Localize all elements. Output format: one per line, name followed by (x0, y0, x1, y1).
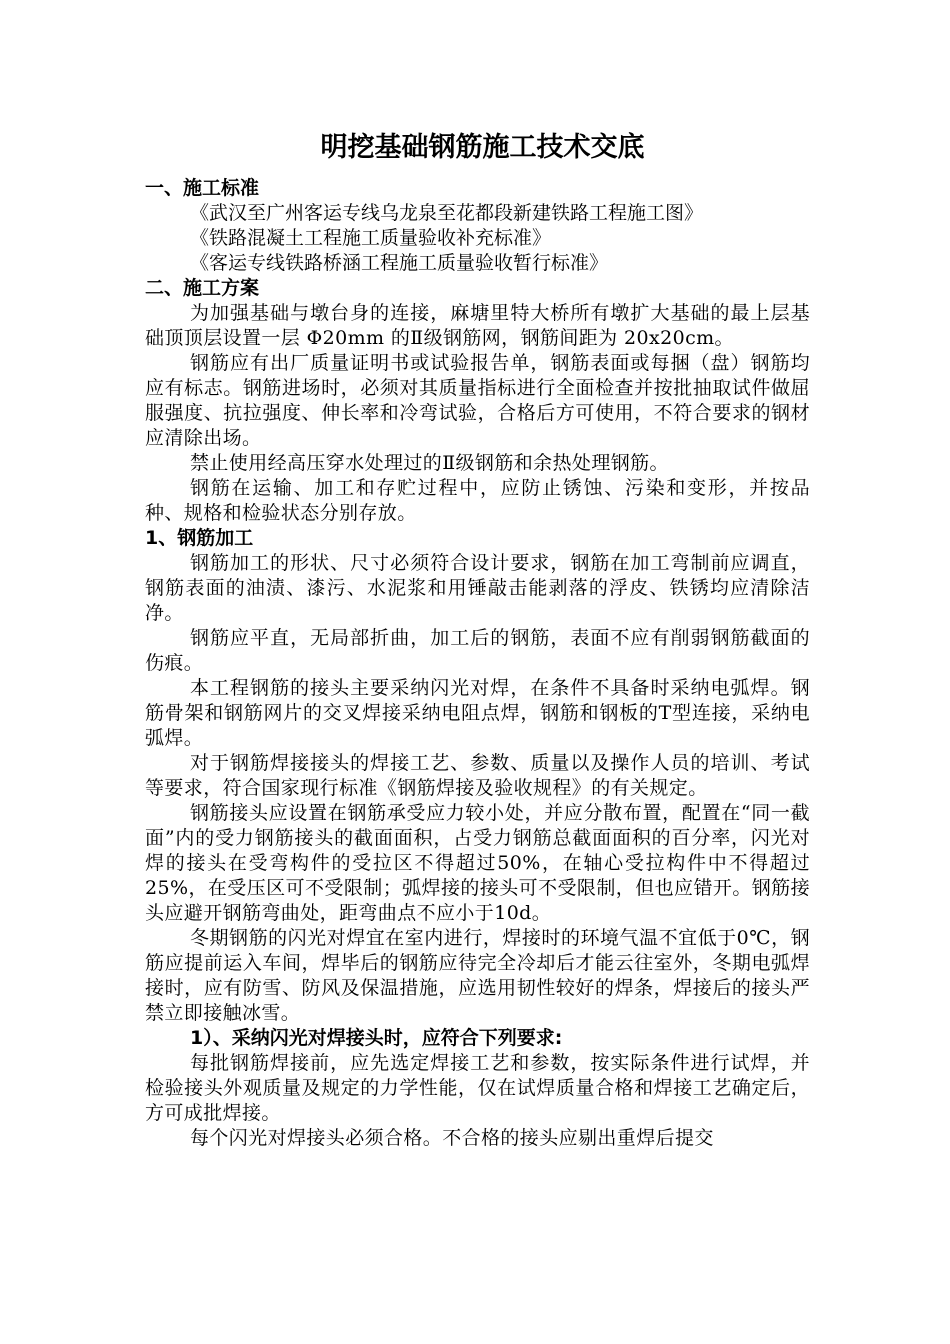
subsection-heading-flash-welding: 1）、采纳闪光对焊接头时，应符合下列要求: (190, 1027, 563, 1049)
paragraph: 为加强基础与墩台身的连接，麻塘里特大桥所有墩扩大基础的最上层基础顶顶层设置一层 Φ20mm 的Ⅱ级钢筋网，钢筋间距为 20x20cm。 (145, 302, 810, 349)
paragraph: 本工程钢筋的接头主要采纳闪光对焊，在条件不具备时采纳电弧焊。钢筋骨架和钢筋网片的交叉焊接采纳电阻点焊，钢筋和钢板的T型连接，采纳电弧焊。 (145, 677, 810, 749)
document-page (145, 128, 810, 1151)
paragraph: 对于钢筋焊接接头的焊接工艺、参数、质量以及操作人员的培训、考试等要求，符合国家现行标准《钢筋焊接及验收规程》的有关规定。 (145, 752, 810, 799)
standard-item: 《客运专线铁路桥涵工程施工质量验收暂行标准》 (190, 252, 609, 274)
paragraph: 冬期钢筋的闪光对焊宜在室内进行，焊接时的环境气温不宜低于0℃，钢筋应提前运入车间，焊毕后的钢筋应待完全冷却后才能云往室外，冬期电弧焊接时，应有防雪、防风及保温措施，应选用韧性较好的焊条，焊接后的接头严禁立即接触冰雪。 (145, 927, 810, 1024)
standard-item: 《武汉至广州客运专线乌龙泉至花都段新建铁路工程施工图》 (190, 202, 704, 224)
paragraph: 每个闪光对焊接头必须合格。不合格的接头应剔出重焊后提交 (190, 1127, 714, 1149)
paragraph: 钢筋接头应设置在钢筋承受应力较小处，并应分散布置，配置在“同一截面”内的受力钢筋接头的截面面积，占受力钢筋总截面面积的百分率，闪光对焊的接头在受弯构件的受拉区不得超过50%，在轴心受拉构件中不得超过25%，在受压区可不受限制；弧焊接的接头可不受限制，但也应错开。钢筋接头应避开钢筋弯曲处，距弯曲点不应小于10d。 (145, 802, 810, 924)
paragraph: 钢筋加工的形状、尺寸必须符合设计要求，钢筋在加工弯制前应调直，钢筋表面的油渍、漆污、水泥浆和用锤敲击能剥落的浮皮、铁锈均应清除洁净。 (145, 552, 810, 624)
paragraph: 钢筋在运输、加工和存贮过程中，应防止锈蚀、污染和变形，并按品种、规格和检验状态分别存放。 (145, 477, 810, 524)
section-heading-standards: 一、施工标准 (145, 177, 260, 199)
paragraph: 每批钢筋焊接前，应先选定焊接工艺和参数，按实际条件进行试焊，并检验接头外观质量及规定的力学性能，仅在试焊质量合格和焊接工艺确定后，方可成批焊接。 (145, 1052, 810, 1124)
paragraph: 钢筋应平直，无局部折曲，加工后的钢筋，表面不应有削弱钢筋截面的伤痕。 (145, 627, 810, 674)
standard-item: 《铁路混凝土工程施工质量验收补充标准》 (190, 227, 552, 249)
section-heading-plan: 二、施工方案 (145, 277, 260, 299)
paragraph: 禁止使用经高压穿水处理过的Ⅱ级钢筋和余热处理钢筋。 (190, 452, 669, 474)
paragraph: 钢筋应有出厂质量证明书或试验报告单，钢筋表面或每捆（盘）钢筋均应有标志。钢筋进场时，必须对其质量指标进行全面检查并按批抽取试件做屈服强度、抗拉强度、伸长率和冷弯试验，合格后方可使用，不符合要求的钢材应清除出场。 (145, 352, 810, 449)
document-title: 明挖基础钢筋施工技术交底 (320, 132, 645, 163)
section-heading-processing: 1、钢筋加工 (145, 527, 254, 549)
